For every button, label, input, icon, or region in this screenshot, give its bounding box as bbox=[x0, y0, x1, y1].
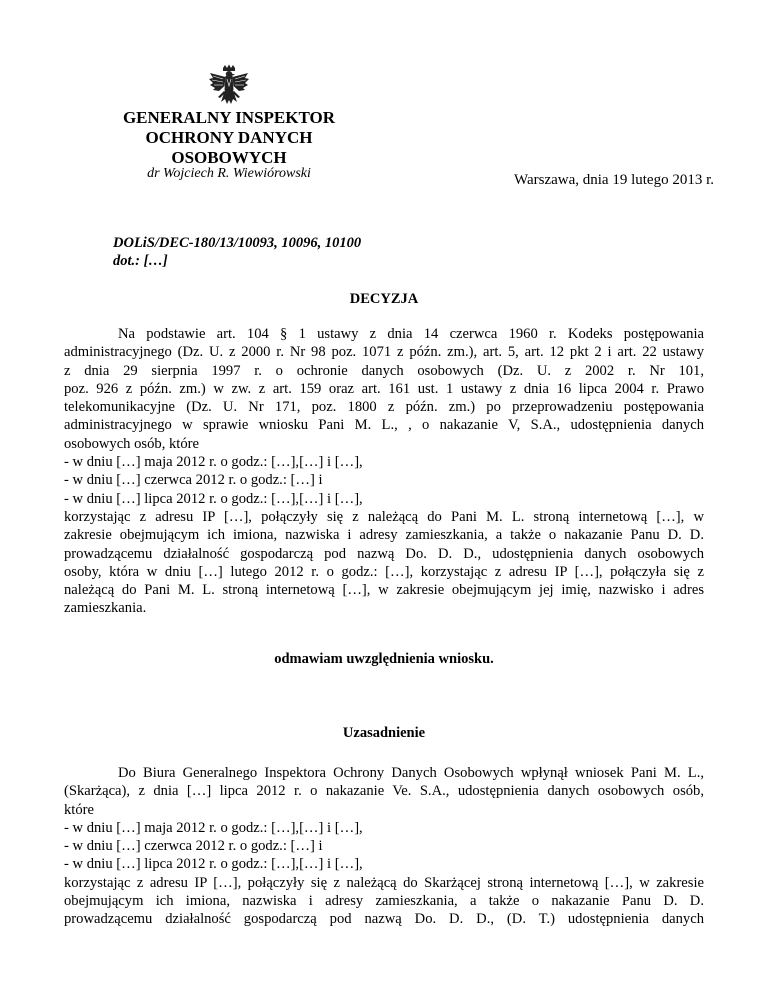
justification-title: Uzasadnienie bbox=[342, 725, 426, 741]
justification-date-item: - w dniu […] czerwca 2012 r. o godz.: […] i bbox=[64, 838, 323, 855]
justification-paragraph-1-line: Do Biura Generalnego Inspektora Ochrony Danych Osobowych wpłynął wniosek Pani M. L., bbox=[118, 765, 704, 781]
issuer-person: dr Wojciech R. Wiewiórowski bbox=[147, 166, 311, 181]
issuer-name-line-3: OSOBOWYCH bbox=[171, 148, 287, 167]
decision-paragraph-1-line: z dnia 29 sierpnia 1997 r. o ochronie danych osobowych (Dz. U. z 2002 r. Nr 101, bbox=[64, 362, 704, 379]
decision-paragraph-1-line: telekomunikacyjne (Dz. U. Nr 171, poz. 1800 z późn. zm.) po przeprowadzeniu postępowania bbox=[64, 399, 704, 416]
issuer-name-line-2: OCHRONY DANYCH bbox=[145, 128, 313, 147]
decision-paragraph-1-line: administracyjnego w sprawie wniosku Pani M. L., , o nakazanie V, S.A., udostępnienia danych bbox=[64, 417, 704, 434]
decision-title: DECYZJA bbox=[349, 291, 419, 307]
decision-ruling: odmawiam uwzględnienia wniosku. bbox=[274, 651, 494, 667]
decision-paragraph-2-line: prowadzącemu działalność gospodarczą pod nazwą Do. D. D., udostępnienia danych osobowych bbox=[64, 545, 704, 562]
decision-date-item: - w dniu […] maja 2012 r. o godz.: […],[…] i […], bbox=[64, 454, 363, 471]
decision-date-item: - w dniu […] lipca 2012 r. o godz.: […],[…] i […], bbox=[64, 490, 363, 507]
justification-body bbox=[64, 764, 704, 929]
issuer-name-line-1: GENERALNY INSPEKTOR bbox=[122, 108, 336, 127]
decision-paragraph-1-line: administracyjnego (Dz. U. z 2000 r. Nr 98 poz. 1071 z późn. zm.), art. 5, art. 12 pkt 2 i art. 22 ustawy bbox=[64, 344, 704, 361]
decision-paragraph-1-line: Na podstawie art. 104 § 1 ustawy z dnia 14 czerwca 1960 r. Kodeks postępowania bbox=[118, 326, 704, 342]
decision-date-item: - w dniu […] czerwca 2012 r. o godz.: […] i bbox=[64, 472, 323, 489]
justification-date-item: - w dniu […] lipca 2012 r. o godz.: […],[…] i […], bbox=[64, 856, 363, 873]
issuer-name bbox=[113, 108, 345, 168]
case-reference bbox=[113, 234, 361, 270]
decision-paragraph-1-line: poz. 926 z późn. zm.) w zw. z art. 159 oraz art. 161 ust. 1 ustawy z dnia 16 lipca 2004 r. Prawo bbox=[64, 380, 704, 397]
decision-body bbox=[64, 325, 704, 618]
case-number: DOLiS/DEC-180/13/10093, 10096, 10100 bbox=[113, 235, 362, 251]
justification-date-item: - w dniu […] maja 2012 r. o godz.: […],[…] i […], bbox=[64, 819, 363, 836]
justification-paragraph-2-line: obejmującym ich imiona, nazwiska i adresy zamieszkania, a także o nakazanie Panu D. D. bbox=[64, 893, 704, 910]
justification-paragraph-1-line: (Skarżąca), z dnia […] lipca 2012 r. o nakazanie Ve. S.A., udostępnienia danych osobowych osób, bbox=[64, 783, 704, 800]
decision-paragraph-2-line: korzystając z adresu IP […], połączyły się z należącą do Pani M. L. stroną internetową […], w bbox=[64, 508, 704, 525]
justification-paragraph-1-line: które bbox=[64, 801, 94, 818]
decision-paragraph-2-line: osoby, która w dniu […] lutego 2012 r. o godz.: […], korzystając z adresu IP […], połączyła się z bbox=[64, 563, 704, 580]
polish-eagle-emblem-icon bbox=[207, 64, 251, 110]
justification-paragraph-2-line: prowadzącemu działalność gospodarczą pod nazwą Do. D. D., (D. T.) udostępnienia danych bbox=[64, 911, 704, 928]
case-concerns: dot.: […] bbox=[113, 253, 168, 269]
decision-paragraph-2-line: należącą do Pani M. L. stroną internetową […], w zakresie obejmującym jej imię, nazwisko i adres bbox=[64, 582, 704, 599]
place-and-date: Warszawa, dnia 19 lutego 2013 r. bbox=[514, 172, 714, 188]
decision-paragraph-2-line: zamieszkania. bbox=[64, 600, 147, 617]
decision-paragraph-2-line: zakresie obejmującym ich imiona, nazwiska i adresy zamieszkania, a także o nakazanie Panu D. D. bbox=[64, 527, 704, 544]
decision-paragraph-1-line: osobowych osób, które bbox=[64, 435, 199, 452]
justification-paragraph-2-line: korzystając z adresu IP […], połączyły się z należącą do Skarżącej stroną internetową […], w zakresie bbox=[64, 874, 704, 891]
